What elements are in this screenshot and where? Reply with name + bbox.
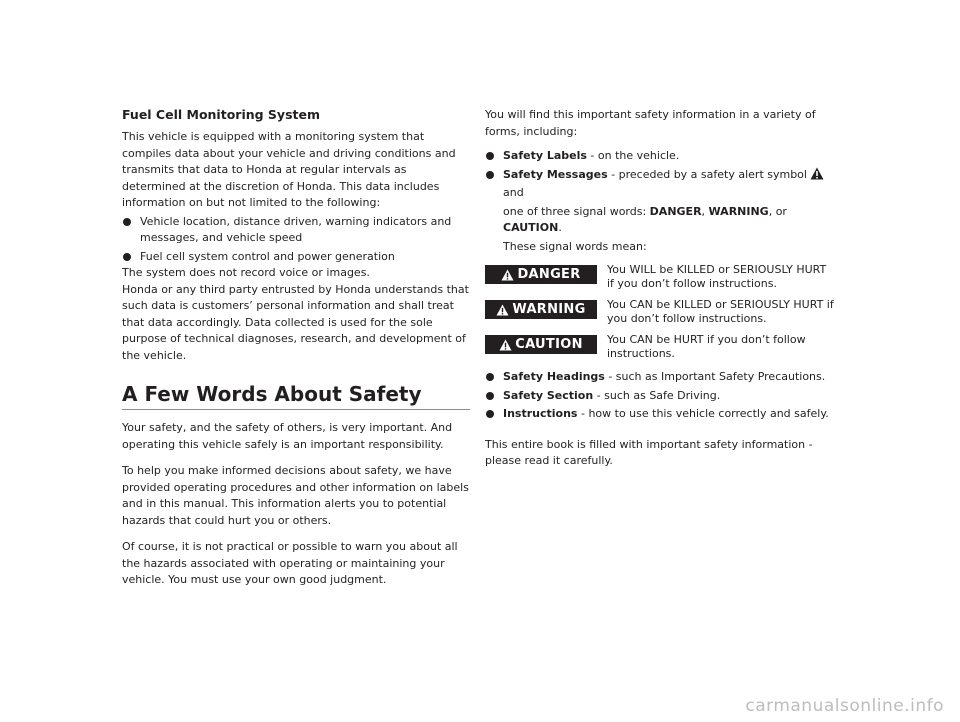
alert-triangle-icon	[501, 269, 514, 281]
intro-text: You will find this important safety information in a variety of forms, including:	[485, 108, 816, 138]
honda-data-paragraph: Honda or any third party entrusted by Honda understands that such data is customers’ personal information and shall treat that data accordingly. Data collected is used for the sole purpose of technical diagnoses, research, and development of the vehicle.	[122, 282, 469, 362]
safety-paragraph-3: Of course, it is not practical or possible to warn you about all the hazards associated with operating or maintaining your vehicle. You must use your own good judgment.	[122, 540, 458, 586]
bullet-dot-icon	[486, 392, 494, 400]
bullet-dot-icon	[486, 152, 494, 160]
safety-paragraph-2: To help you make informed decisions about safety, we have provided operating procedures and other information on labels and in this manual. This information alerts you to potential hazards that could hurt you or others.	[122, 464, 469, 527]
list-item: Safety Section - such as Safe Driving.	[485, 388, 837, 405]
signal-words-line: one of three signal words: DANGER, WARNING, or CAUTION.	[503, 204, 787, 234]
fuel-cell-paragraph: This vehicle is equipped with a monitoring system that compiles data about your vehicle and driving conditions and transmits that data to Honda at regular intervals as determined at the discretion of Honda. This data includes information on but not limited to the following:	[122, 130, 456, 209]
signal-row-caution	[485, 333, 837, 360]
bullet-dot-icon	[123, 218, 131, 226]
signal-row-danger	[485, 263, 837, 290]
signal-words-intro: These signal words mean:	[503, 239, 647, 253]
bullet-dot-icon	[123, 253, 131, 261]
left-column	[122, 107, 470, 589]
list-item: Safety Labels - on the vehicle.	[485, 148, 837, 165]
fuel-cell-heading: Fuel Cell Monitoring System	[122, 107, 320, 122]
no-record-text: The system does not record voice or images.	[122, 266, 370, 279]
alert-triangle-icon	[499, 339, 512, 351]
safety-paragraph-1: Your safety, and the safety of others, is very important. And operating this vehicle safely is an important responsibility.	[122, 421, 453, 451]
bullet-dot-icon	[486, 171, 494, 179]
list-item: Safety Headings - such as Important Safety Precautions.	[485, 369, 837, 386]
list-item: Safety Messages - preceded by a safety alert symbol and	[485, 167, 837, 202]
bullet-dot-icon	[486, 410, 494, 418]
safety-section-title: A Few Words About Safety	[122, 382, 470, 410]
right-column	[485, 107, 837, 470]
caution-label: CAUTION	[485, 335, 597, 354]
danger-label: DANGER	[485, 265, 597, 284]
signal-words-table	[485, 263, 837, 360]
warning-label: WARNING	[485, 300, 597, 319]
safety-alert-icon	[810, 167, 824, 186]
closing-text: This entire book is filled with important safety information - please read it carefully.	[485, 437, 813, 467]
danger-description: You WILL be KILLED or SERIOUSLY HURT if you don’t follow instructions.	[607, 263, 827, 290]
list-item: Instructions - how to use this vehicle correctly and safely.	[485, 406, 837, 423]
warning-description: You CAN be KILLED or SERIOUSLY HURT if you don’t follow instructions.	[607, 298, 834, 325]
bullet-dot-icon	[486, 373, 494, 381]
list-item: Vehicle location, distance driven, warning indicators and messages, and vehicle speed	[122, 214, 470, 247]
signal-row-warning	[485, 298, 837, 325]
caution-description: You CAN be HURT if you don’t follow instructions.	[607, 333, 806, 360]
alert-triangle-icon	[496, 304, 509, 316]
list-item: Fuel cell system control and power generation	[122, 249, 470, 266]
watermark: carmanualsonline.info	[745, 696, 944, 716]
